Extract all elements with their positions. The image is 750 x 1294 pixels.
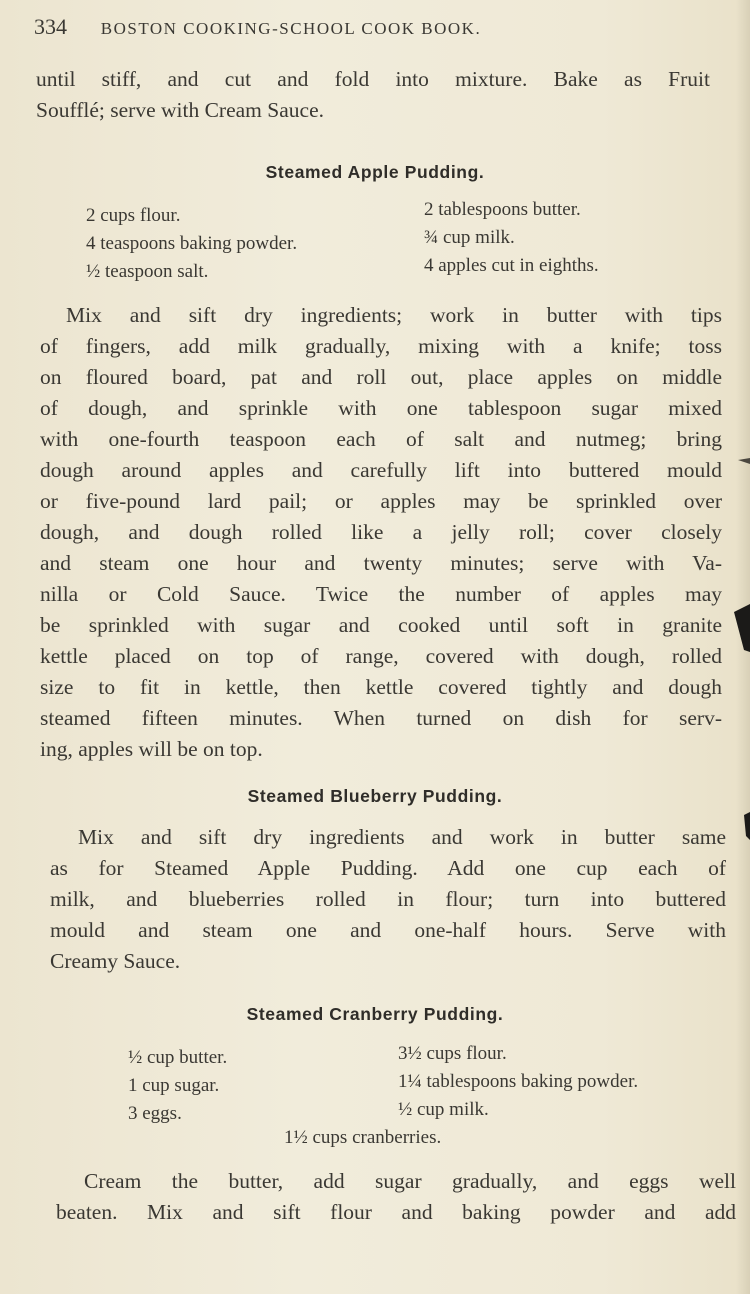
text-line: size to fit in kettle, then kettle covered tightly and dough <box>40 675 722 699</box>
text-line: dough around apples and carefully lift into buttered mould <box>40 458 722 482</box>
blueberry-method <box>50 822 726 977</box>
text-line: milk, and blueberries rolled in flour; turn into buttered <box>50 887 726 911</box>
ingredient: 4 teaspoons baking powder. <box>86 233 298 254</box>
cranberry-ingredients-left <box>128 1044 227 1128</box>
ingredient: 1 cup sugar. <box>128 1075 220 1096</box>
ingredient: 4 apples cut in eighths. <box>424 255 599 276</box>
text-line: dough, and dough rolled like a jelly roll; cover closely <box>40 520 722 544</box>
text-line: with one-fourth teaspoon each of salt and nutmeg; bring <box>40 427 722 451</box>
text-line: be sprinkled with sugar and cooked until soft in granite <box>40 613 722 637</box>
text-line: beaten. Mix and sift flour and baking powder and add <box>56 1200 736 1224</box>
text-line: mould and steam one and one-half hours. Serve with <box>50 918 726 942</box>
text-line: and steam one hour and twenty minutes; serve with Va- <box>40 551 722 575</box>
text-line: Mix and sift dry ingredients and work in butter same <box>78 825 726 849</box>
cranberry-ingredient-center <box>284 1124 441 1152</box>
apple-method <box>40 300 722 765</box>
apple-ingredients-left <box>86 202 297 286</box>
intro-paragraph <box>36 64 710 126</box>
running-title: BOSTON COOKING-SCHOOL COOK BOOK. <box>100 19 482 38</box>
text-line: as for Steamed Apple Pudding. Add one cup each of <box>50 856 726 880</box>
recipe-title-blueberry: Steamed Blueberry Pudding. <box>247 786 503 806</box>
text-line: ing, apples will be on top. <box>40 737 263 761</box>
page-number: 334 <box>34 14 67 39</box>
text-line: on floured board, pat and roll out, place apples on middle <box>40 365 722 389</box>
ingredient: 3 eggs. <box>128 1103 182 1124</box>
recipe-title-apple: Steamed Apple Pudding. <box>265 162 485 182</box>
text-line: of dough, and sprinkle with one tablespoon sugar mixed <box>40 396 722 420</box>
ingredient: 2 tablespoons butter. <box>424 199 581 220</box>
ingredient: 3½ cups flour. <box>398 1043 507 1064</box>
page-edge-shadow <box>736 0 750 1294</box>
ingredient: ½ teaspoon salt. <box>86 261 209 282</box>
ingredient: ½ cup milk. <box>398 1099 489 1120</box>
ingredient: 1½ cups cranberries. <box>284 1127 442 1148</box>
text-line: steamed fifteen minutes. When turned on dish for serv- <box>40 706 722 730</box>
ingredient: 1¼ tablespoons baking powder. <box>398 1071 639 1092</box>
text-line: or five-pound lard pail; or apples may be sprinkled over <box>40 489 722 513</box>
text-line: Creamy Sauce. <box>50 949 181 973</box>
text-line: Mix and sift dry ingredients; work in butter with tips <box>66 303 722 327</box>
text-line: kettle placed on top of range, covered with dough, rolled <box>40 644 722 668</box>
text-line: Cream the butter, add sugar gradually, and eggs well <box>84 1169 736 1193</box>
text-line: Soufflé; serve with Cream Sauce. <box>36 98 324 122</box>
cranberry-method <box>56 1166 736 1228</box>
running-header <box>34 14 734 40</box>
text-line: of fingers, add milk gradually, mixing with a knife; toss <box>40 334 722 358</box>
cranberry-ingredients-right <box>398 1040 638 1124</box>
text-line: nilla or Cold Sauce. Twice the number of apples may <box>40 582 722 606</box>
recipe-title-cranberry: Steamed Cranberry Pudding. <box>246 1004 504 1024</box>
ingredient: ¾ cup milk. <box>424 227 515 248</box>
text-line: until stiff, and cut and fold into mixture. Bake as Fruit <box>36 67 710 91</box>
ingredient: 2 cups flour. <box>86 205 181 226</box>
ingredient: ½ cup butter. <box>128 1047 228 1068</box>
apple-ingredients-right <box>424 196 599 280</box>
